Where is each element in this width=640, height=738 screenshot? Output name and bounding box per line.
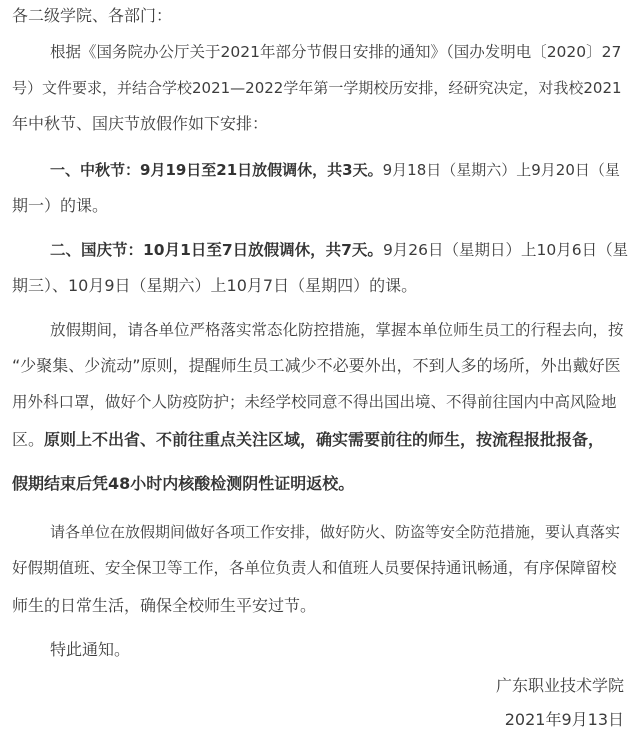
- item-2-line-2: 期三）、10月9日（星期六）上10月7日（星期四）的课。: [12, 276, 418, 295]
- signature: 广东职业技术学院: [495, 676, 624, 695]
- paragraph-2-line-3: 用外科口罩，做好个人防疫防护；未经学校同意不得出国出境、不得前往国内中高风险地: [12, 393, 617, 411]
- item-1-rest: 9月18日（星期六）上9月20日（星: [382, 161, 620, 179]
- paragraph-2-line-2: “少聚集、少流动”原则，提醒师生员工减少不必要外出，不到人多的场所，外出戴好医: [12, 356, 621, 375]
- item-2-bold: 二、国庆节：10月1日至7日放假调休，共7天。: [50, 241, 383, 259]
- paragraph-1-line-3: 年中秋节、国庆节放假作如下安排：: [12, 114, 269, 133]
- item-1-line-1: [50, 160, 620, 180]
- paragraph-2-line-4: [12, 430, 604, 450]
- paragraph-3-line-1: 请各单位在放假期间做好各项工作安排，做好防火、防盗等安全防范措施，要认真落实: [50, 523, 621, 541]
- paragraph-2-line-4-bold: 原则上不出省、不前往重点关注区域，确实需要前往的师生，按流程报批报备，: [44, 430, 605, 449]
- paragraph-2-line-1: 放假期间，请各单位严格落实常态化防控措施，掌握本单位师生员工的行程去向，按: [50, 321, 624, 339]
- closing: 特此通知。: [50, 640, 131, 659]
- paragraph-3-line-3: 师生的日常生活，确保全校师生平安过节。: [12, 596, 317, 615]
- paragraph-1-line-1: 根据《国务院办公厅关于2021年部分节假日安排的通知》（国办发明电〔2020〕27: [50, 43, 622, 61]
- salutation: 各二级学院、各部门：: [12, 6, 173, 25]
- date: 2021年9月13日: [504, 710, 624, 729]
- item-1-line-2: 期一）的课。: [12, 196, 109, 215]
- paragraph-3-line-2: 好假期值班、安全保卫等工作，各单位负责人和值班人员要保持通讯畅通，有序保障留校: [12, 559, 617, 577]
- paragraph-1-line-2: 号）文件要求，并结合学校2021—2022学年第一学期校历安排，经研究决定，对我校2021: [12, 79, 622, 97]
- paragraph-2-line-5: 假期结束后凭48小时内核酸检测阴性证明返校。: [12, 474, 355, 493]
- item-1-bold: 一、中秋节：9月19日至21日放假调休，共3天。: [50, 161, 383, 179]
- item-2-line-1: [50, 240, 628, 260]
- paragraph-2-line-4-plain: 区。: [12, 430, 45, 449]
- item-2-rest: 9月26日（星期日）上10月6日（星: [382, 241, 629, 259]
